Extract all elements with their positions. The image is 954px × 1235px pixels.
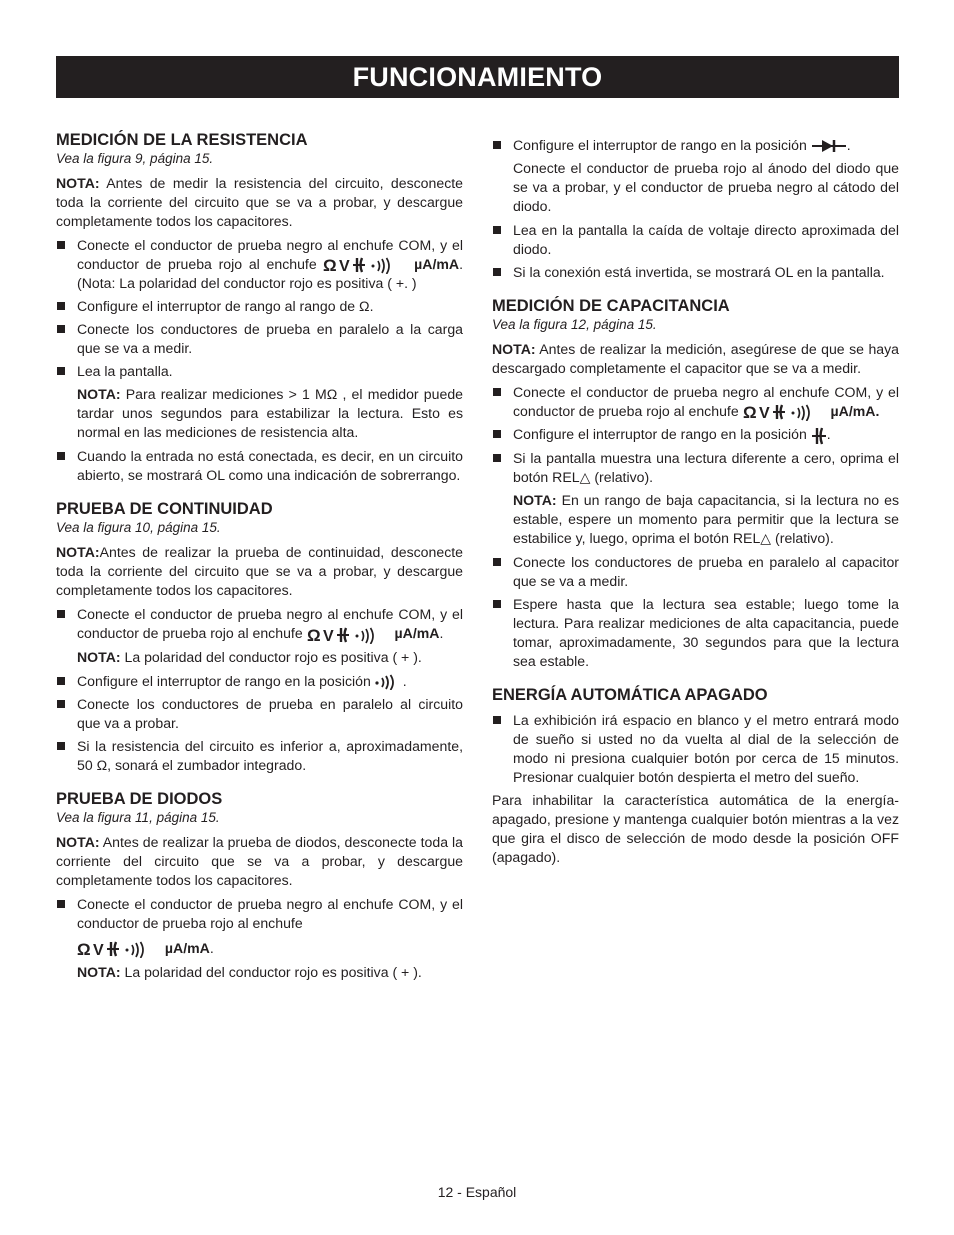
list-item: Si la conexión está invertida, se mostrará OL en la pantalla. [492,263,899,282]
list-item: Lea en la pantalla la caída de voltaje directo aproximada del diodo. [492,221,899,259]
note [56,648,463,667]
item-text: Conecte el conductor de prueba negro al enchufe COM, y el conductor de prueba rojo al enchufe [77,237,463,272]
note-text: En un rango de baja capacitancia, si la lectura no es estable, espere un momento para permitir que la lectura se estabilice y, luego, oprima el botón REL△ (relativo). [513,491,900,546]
figure-ref: Vea la figura 11, página 15. [56,809,220,825]
note [56,174,463,231]
list-item: Configure el interruptor de rango al rango de Ω. [56,297,463,316]
section-capacitancia [492,296,899,671]
note-label: NOTA: [77,648,121,665]
note-text: Antes de realizar la prueba de diodos, desconecte toda la corriente del circuito que se va a probar, y descargue completamente todos los capacitores. [56,833,463,888]
note-label: NOTA: [513,491,557,508]
section-title: PRUEBA DE DIODOS [56,789,223,808]
note-label: NOTA: [56,833,100,850]
jack-line: µA/mA. [56,939,463,958]
list-item: Espere hasta que la lectura sea estable; luego tome la lectura. Para realizar mediciones de alta capacitancia, puede tomar, aproximadamente, 30 segundos para que la lectura sea estable. [492,595,899,671]
note [56,543,463,600]
diode-icon [811,138,847,154]
list-item: Configure el interruptor de rango en la posición . [56,672,463,691]
note-label: NOTA: [56,544,100,561]
note [492,491,899,548]
note-label: NOTA: [77,386,121,403]
item-text: Conecte el conductor de prueba negro al enchufe COM, y el conductor de prueba rojo al enchufe [513,384,899,419]
section-diodos [56,789,463,982]
list-item: Lea la pantalla. [56,362,463,381]
item-text: Configure el interruptor de rango en la posición [513,426,807,443]
list-item: Cuando la entrada no está conectada, es decir, en un circuito abierto, se mostrará OL como una indicación de sobrerrango. [56,447,463,485]
note [56,833,463,890]
note-label: NOTA: [56,175,100,191]
list-item: Si la pantalla muestra una lectura diferente a cero, oprima el botón REL△ (relativo). [492,449,899,487]
list-item: Conecte los conductores de prueba en paralelo a la carga que se va a medir. [56,320,463,358]
section-energia [492,685,899,867]
note-label: NOTA: [492,341,536,357]
unit-label: µA/mA [164,939,210,956]
section-title: ENERGÍA AUTOMÁTICA APAGADO [492,685,768,704]
list-item: Conecte el conductor de prueba negro al enchufe COM, y el conductor de prueba rojo al enchufe [56,895,463,933]
capacitor-icon [811,427,827,445]
jack-symbol-icon [323,256,407,274]
item-text: Configure el interruptor de rango en la posición [77,672,371,689]
list-item: Si la resistencia del circuito es inferior a, aproximadamente, 50 Ω, sonará el zumbador integrado. [56,737,463,775]
unit-label: µA/mA. [830,403,880,419]
jack-symbol-icon [743,403,827,421]
item-text: . (Nota: La polaridad del conductor rojo es positiva ( +. ) [77,256,464,292]
note-text: Antes de medir la resistencia del circuito, desconecte toda la corriente del circuito que se va a probar, y descargue completamente todos los capacitores. [56,175,463,229]
left-column [56,130,463,996]
figure-ref: Vea la figura 9, página 15. [56,151,214,166]
continuity-icon [375,674,403,690]
item-text: Conecte el conductor de prueba negro al enchufe COM, y el conductor de prueba rojo al enchufe [77,606,463,642]
list-item [56,236,463,293]
note [56,963,463,982]
note [56,385,463,442]
list-item: Conecte los conductores de prueba en paralelo al circuito que va a probar. [56,695,463,733]
note-text: Antes de realizar la prueba de continuidad, desconecte toda la corriente del circuito que se va a probar, y descargue completamente todos los capacitores. [56,544,463,599]
note-text: La polaridad del conductor rojo es positiva ( + ). [124,648,422,665]
list-item: Configure el interruptor de rango en la posición . [492,136,899,155]
note [492,340,899,378]
section-title: MEDICIÓN DE LA RESISTENCIA [56,131,308,149]
item-text: . [439,625,444,642]
list-item [492,383,899,421]
section-diodos-cont [492,136,899,282]
figure-ref: Vea la figura 10, página 15. [56,520,221,536]
list-item: La exhibición irá espacio en blanco y el metro entrará modo de sueño si usted no da vuelta al dial de la selección de modo ni presiona cualquier botón por cerca de 15 minutos. Presionar cualquier botón despierta el metro del sueño. [492,711,899,787]
unit-label: µA/mA [414,256,460,272]
note-text: La polaridad del conductor rojo es positiva ( + ). [124,963,422,980]
section-title: MEDICIÓN DE CAPACITANCIA [492,297,730,315]
list-item: Configure el interruptor de rango en la posición . [492,425,899,444]
note-label: NOTA: [77,963,121,980]
section-resistencia [56,130,463,485]
jack-symbol-icon [77,940,161,958]
list-item [56,605,463,643]
item-text: Configure el interruptor de rango en la posición [513,137,807,153]
list-item: Conecte los conductores de prueba en paralelo al capacitor que se va a medir. [492,553,899,591]
note-text: Para realizar mediciones > 1 MΩ , el medidor puede tardar unos segundos para estabilizar la lectura. Esto es normal en las mediciones de resistencia alta. [77,386,463,441]
note-text: Antes de realizar la medición, asegúrese de que se haya descargado completamente el capacitor que se va a medir. [492,341,899,376]
right-column [492,136,899,881]
unit-label: µA/mA [394,625,440,642]
page-banner: FUNCIONAMIENTO [56,56,899,98]
page-footer: 12 - Español [437,1184,517,1200]
paragraph: Para inhabilitar la característica automática de la energía-apagado, presione y mantenga cualquier botón mientras a la vez que gira el disco de selección de modo desde la posición OFF (apagado). [492,791,899,865]
section-title: PRUEBA DE CONTINUIDAD [56,500,273,519]
figure-ref: Vea la figura 12, página 15. [492,317,657,332]
section-continuidad [56,499,463,774]
instruction-text: Conecte el conductor de prueba rojo al ánodo del diodo que se va a probar, y el conductor de prueba negro al cátodo del diodo. [513,160,899,214]
jack-symbol-icon [307,626,391,644]
